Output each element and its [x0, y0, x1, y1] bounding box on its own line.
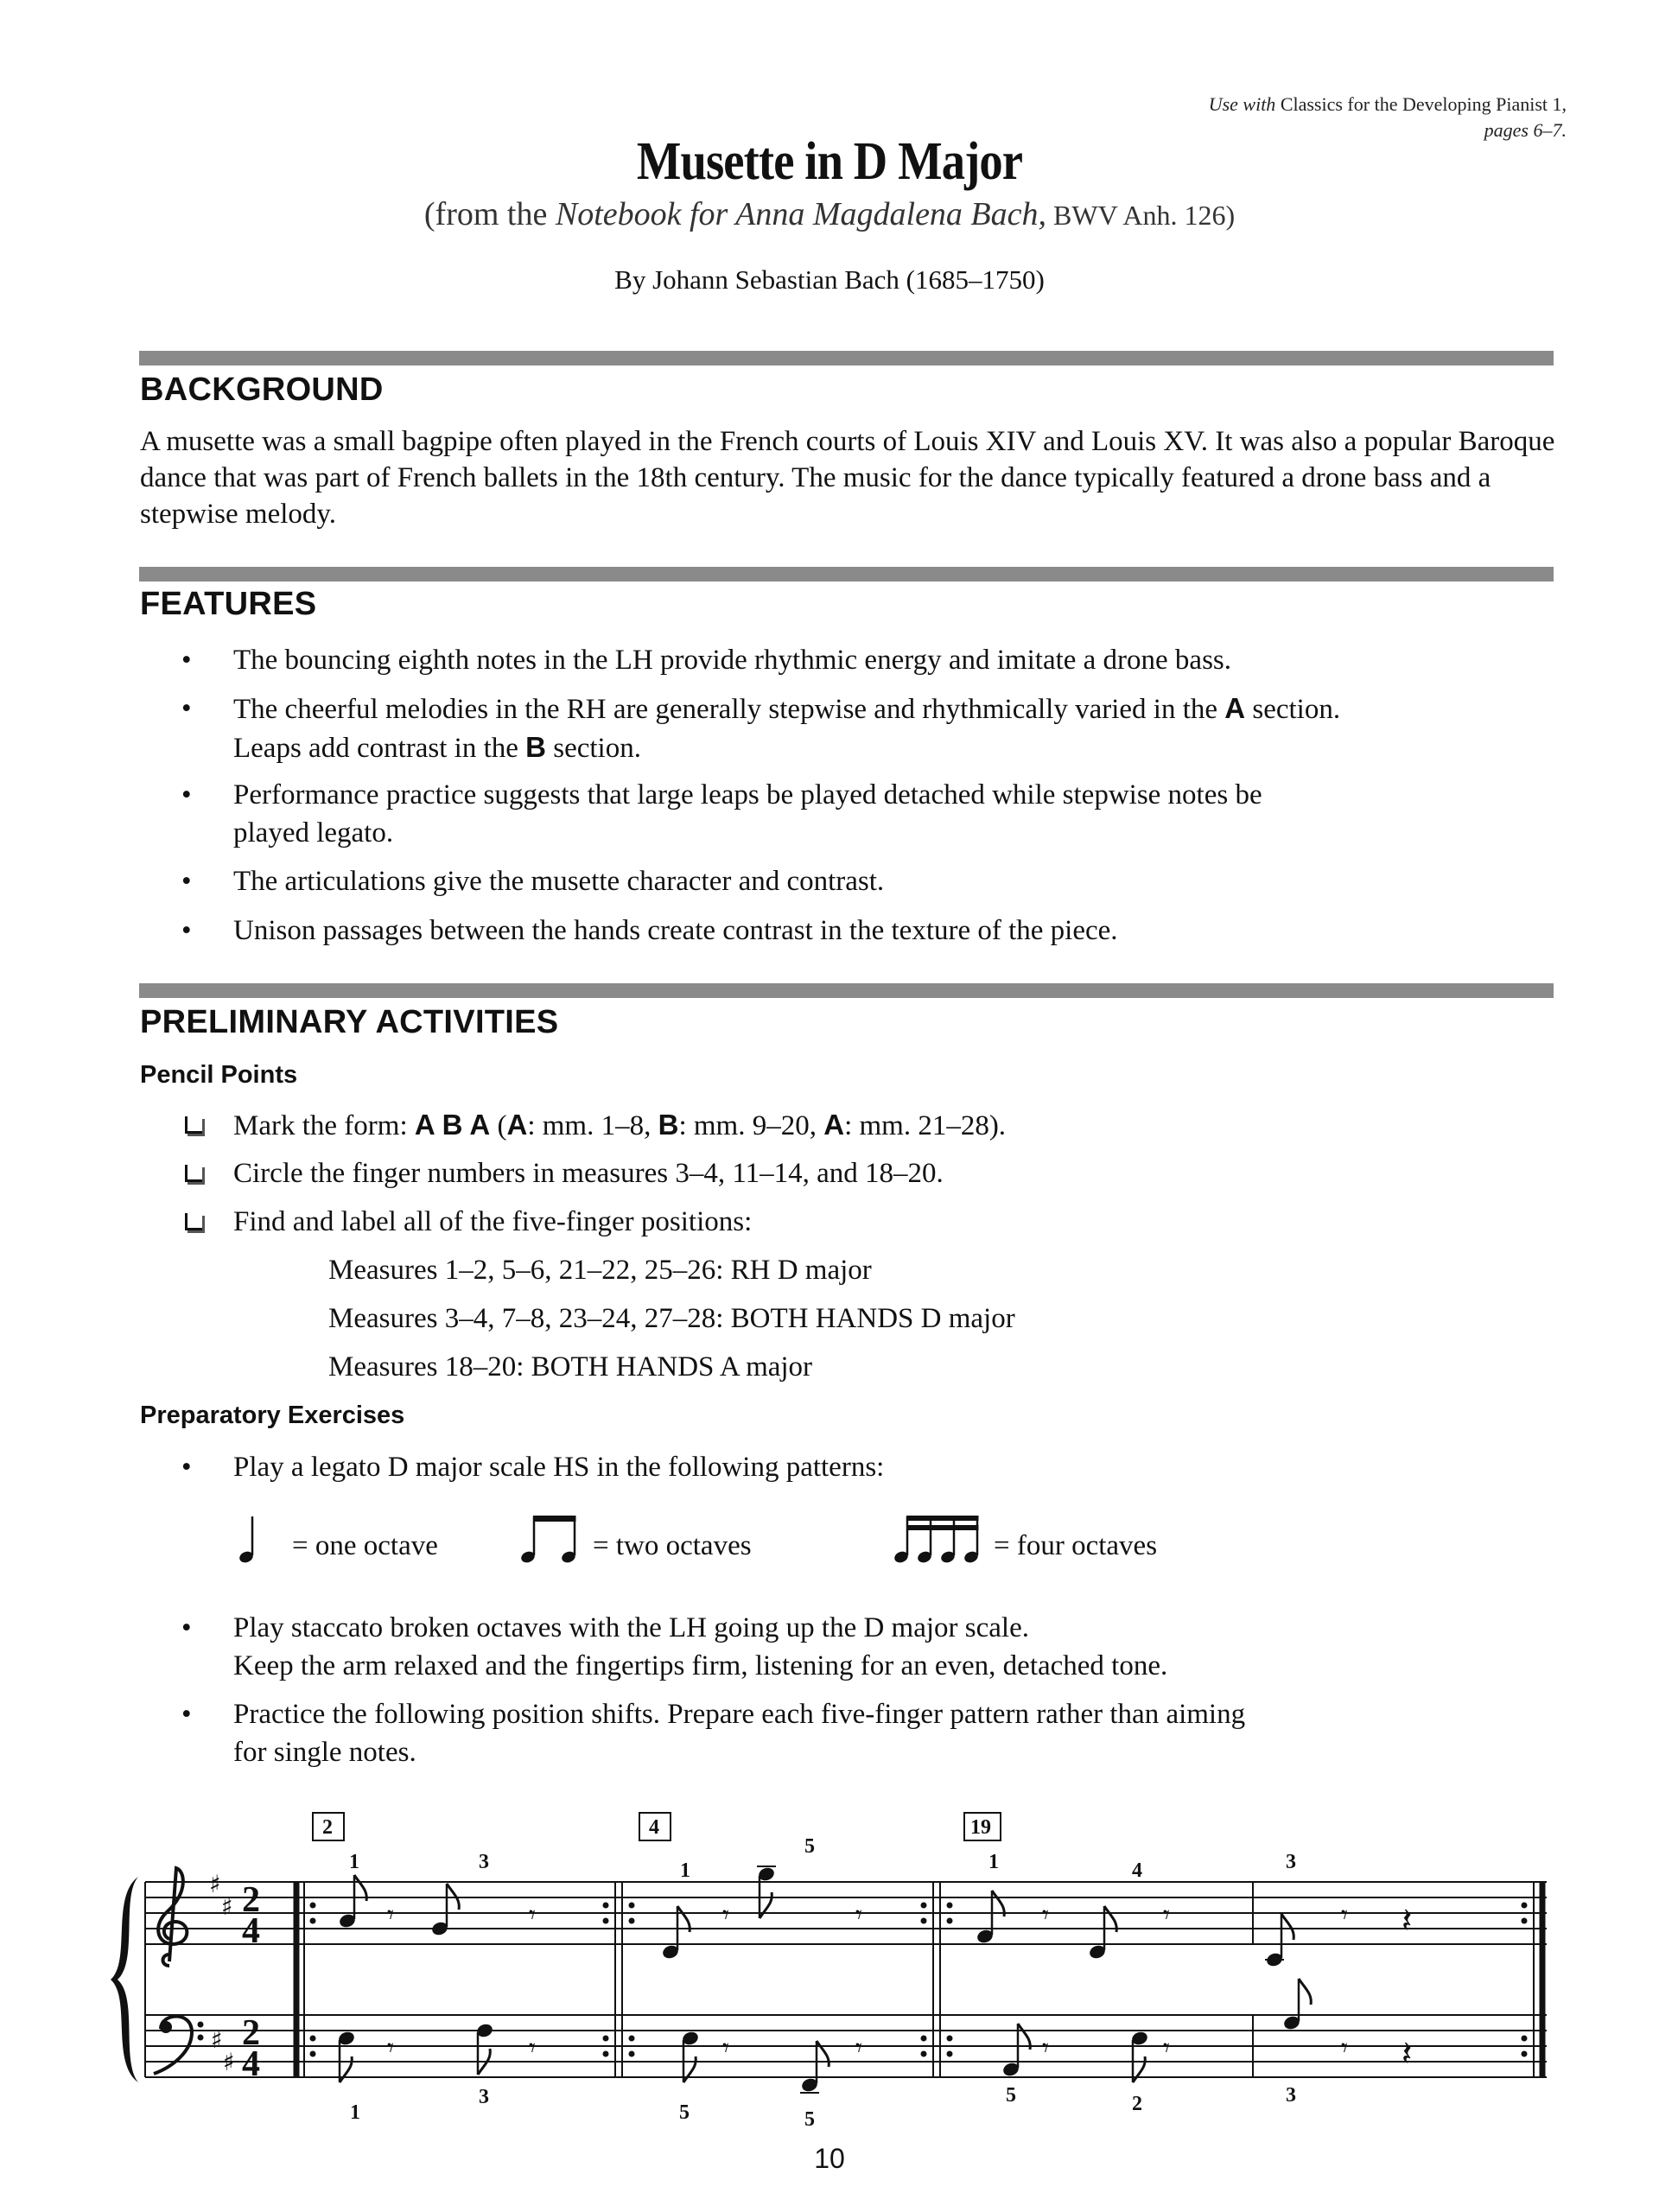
svg-text:𝄾: 𝄾	[1042, 2033, 1049, 2063]
svg-text:𝄾: 𝄾	[722, 1900, 729, 1930]
page-title: Musette in D Major	[636, 132, 1023, 191]
fingering: 4	[1132, 1859, 1142, 1882]
bass-clef-icon	[154, 2017, 204, 2075]
svg-text:𝄾: 𝄾	[722, 2033, 729, 2063]
checklist-text: Find and label all of the five-finger positions:	[233, 1206, 753, 1237]
fingering: 2	[1132, 2093, 1142, 2115]
rhythm-label: = four octaves	[994, 1530, 1158, 1561]
fingering: 3	[1286, 2084, 1296, 2107]
fingering: 1	[349, 1851, 359, 1873]
rhythm-label: = one octave	[292, 1530, 438, 1561]
svg-text:♯: ♯	[211, 2025, 223, 2054]
position-line: Measures 18–20: BOTH HANDS A major	[328, 1351, 813, 1382]
svg-text:𝄾: 𝄾	[1163, 2033, 1170, 2063]
checklist-text: Mark the form: A B A (A: mm. 1–8, B: mm. 9–20, A: mm. 21–28).	[233, 1109, 1007, 1141]
preliminary-heading: PRELIMINARY ACTIVITIES	[140, 1004, 559, 1040]
svg-text:𝄽: 𝄽	[1402, 2034, 1413, 2074]
background-heading: BACKGROUND	[140, 372, 384, 408]
feature-text: Unison passages between the hands create contrast in the texture of the piece.	[233, 915, 1118, 946]
feature-text: The articulations give the musette character and contrast.	[233, 866, 885, 897]
features-heading: FEATURES	[140, 586, 317, 622]
svg-text:𝄾: 𝄾	[855, 2033, 862, 2063]
time-sig-top: 2	[242, 1880, 260, 1920]
fingering: 1	[680, 1859, 690, 1882]
svg-text:𝄾: 𝄾	[1341, 2033, 1348, 2063]
feature-text: Performance practice suggests that large leaps be played detached while stepwise notes be played legato.	[233, 779, 1262, 849]
bullet-icon: •	[181, 645, 192, 676]
preparatory-exercises-heading: Preparatory Exercises	[140, 1402, 405, 1429]
svg-text:♯: ♯	[209, 1870, 221, 1898]
subtitle-open: (from the	[423, 196, 556, 232]
bullet-icon: •	[181, 866, 192, 897]
checklist-text: Circle the finger numbers in measures 3–4, 11–14, and 18–20.	[233, 1158, 944, 1189]
subtitle-work: Notebook for Anna Magdalena Bach,	[555, 196, 1047, 232]
svg-text:𝄾: 𝄾	[1341, 1900, 1348, 1930]
svg-text:𝄽: 𝄽	[1402, 1901, 1413, 1941]
fingering: 1	[988, 1851, 999, 1873]
fingering: 3	[1286, 1851, 1296, 1873]
measure-number: 19	[970, 1816, 991, 1839]
position-line: Measures 3–4, 7–8, 23–24, 27–28: BOTH HANDS D major	[328, 1303, 1015, 1334]
fingering: 3	[479, 2086, 489, 2108]
rhythm-label: = two octaves	[593, 1530, 752, 1561]
fingering: 5	[679, 2101, 690, 2124]
background-text: A musette was a small bagpipe often played in the French courts of Louis XIV and Louis XV. It was also a popular Baroque dance that was part of French ballets in the 18th century. The music for the dance typically featured a drone bass and a stepwise melody.	[140, 426, 1555, 530]
exercise-text: Practice the following position shifts. Prepare each five-finger pattern rather than aiming for single notes.	[233, 1699, 1246, 1768]
svg-text:𝄾: 𝄾	[529, 2033, 536, 2063]
exercise-text: Play a legato D major scale HS in the following patterns:	[233, 1452, 885, 1483]
bullet-icon: •	[181, 915, 192, 946]
svg-text:♯: ♯	[223, 2048, 235, 2076]
time-sig-top: 2	[242, 2013, 260, 2053]
exercise-text: Play staccato broken octaves with the LH going up the D major scale. Keep the arm relaxed and the fingertips firm, listening for an even, detached tone.	[233, 1612, 1168, 1681]
composer-byline: By Johann Sebastian Bach (1685–1750)	[614, 264, 1045, 295]
fingering: 5	[1006, 2084, 1016, 2107]
fingering: 3	[479, 1851, 489, 1873]
feature-text: The cheerful melodies in the RH are generally stepwise and rhythmically varied in the A section. Leaps add contrast in the B section.	[233, 692, 1341, 764]
svg-text:𝄾: 𝄾	[387, 2033, 394, 2063]
page-number: 10	[814, 2143, 845, 2174]
measure-number: 2	[322, 1816, 333, 1839]
svg-text:𝄾: 𝄾	[1163, 1900, 1170, 1930]
pencil-points-heading: Pencil Points	[140, 1061, 298, 1089]
use-with-pages: pages 6–7.	[1484, 119, 1567, 141]
time-sig-bottom: 4	[242, 1911, 260, 1951]
svg-text:𝄾: 𝄾	[855, 1900, 862, 1930]
svg-text:♯: ♯	[221, 1892, 233, 1921]
use-with-prefix: Use with	[1208, 93, 1276, 115]
svg-text:𝄾: 𝄾	[1042, 1900, 1049, 1930]
feature-text: The bouncing eighth notes in the LH provide rhythmic energy and imitate a drone bass.	[233, 645, 1232, 676]
bullet-icon: •	[181, 1612, 192, 1643]
bullet-icon: •	[181, 1699, 192, 1730]
subtitle-catalog: BWV Anh. 126)	[1046, 200, 1236, 231]
fingering: 5	[804, 2108, 815, 2131]
measure-number: 4	[649, 1816, 659, 1839]
brace-icon	[111, 1877, 138, 2082]
time-sig-bottom: 4	[242, 2044, 260, 2084]
svg-text:𝄾: 𝄾	[387, 1900, 394, 1930]
bullet-icon: •	[181, 1452, 192, 1483]
fingering: 1	[350, 2101, 360, 2124]
position-line: Measures 1–2, 5–6, 21–22, 25–26: RH D major	[328, 1255, 872, 1286]
use-with-book: Classics for the Developing Pianist 1,	[1280, 93, 1567, 115]
fingering: 5	[804, 1835, 815, 1858]
bullet-icon: •	[181, 779, 192, 810]
svg-text:𝄾: 𝄾	[529, 1900, 536, 1930]
bullet-icon: •	[181, 693, 192, 724]
